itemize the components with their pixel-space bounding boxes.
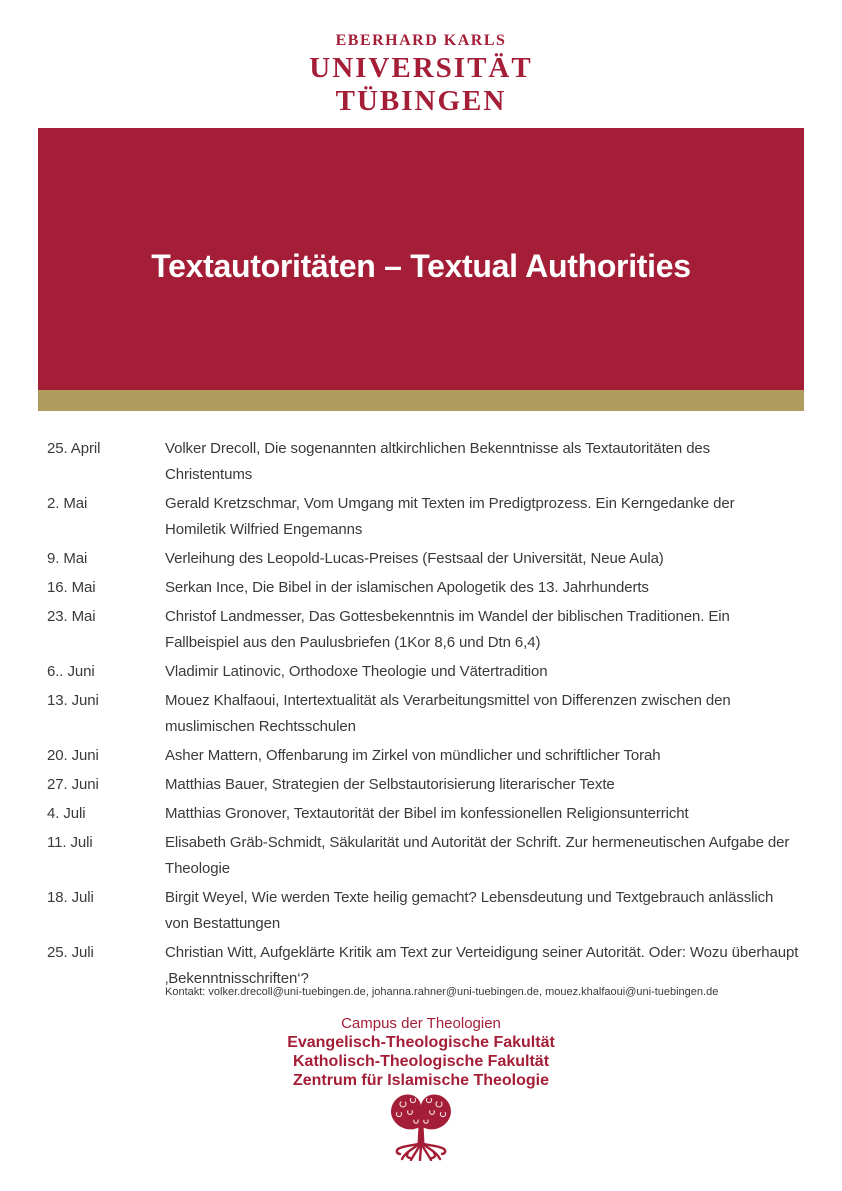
schedule-row — [47, 604, 799, 656]
footer-faculty-item: Evangelisch-Theologische Fakultät — [287, 1034, 555, 1051]
schedule-date: 16. Mai — [47, 579, 96, 596]
schedule-row — [47, 546, 799, 572]
contact-line: Kontakt: volker.drecoll@uni-tuebingen.de, johanna.rahner@uni-tuebingen.de, mouez.khalfaoui@uni-tuebingen.de — [165, 986, 719, 998]
schedule-date: 25. April — [47, 440, 101, 457]
gold-stripe — [38, 390, 804, 411]
schedule-row — [47, 659, 799, 685]
schedule-lecture-title: Christian Witt, Aufgeklärte Kritik am Text zur Verteidigung seiner Autorität. Oder: Wozu überhaupt ‚Bekenntnisschriften‘? — [165, 944, 799, 987]
footer-faculty-list — [0, 1033, 842, 1090]
schedule-lecture-title: Gerald Kretzschmar, Vom Umgang mit Texten im Predigtprozess. Ein Kerngedanke der Homiletik Wilfried Engemanns — [165, 495, 735, 538]
schedule-lecture-title: Matthias Bauer, Strategien der Selbstautorisierung literarischer Texte — [165, 776, 615, 793]
schedule-lecture-title: Verleihung des Leopold-Lucas-Preises (Festsaal der Universität, Neue Aula) — [165, 550, 664, 567]
title-banner — [38, 128, 804, 390]
schedule-lecture-title: Asher Mattern, Offenbarung im Zirkel von mündlicher und schriftlicher Torah — [165, 747, 661, 764]
schedule-date: 13. Juni — [47, 692, 99, 709]
schedule-date: 6.. Juni — [47, 663, 95, 680]
footer-faculty-item: Zentrum für Islamische Theologie — [292, 1072, 550, 1089]
schedule-row — [47, 688, 799, 740]
schedule-row — [47, 436, 799, 488]
footer-faculties — [0, 1014, 842, 1090]
schedule-date: 11. Juli — [47, 834, 93, 851]
schedule-row — [47, 772, 799, 798]
schedule-lecture-title: Birgit Weyel, Wie werden Texte heilig gemacht? Lebensdeutung und Textgebrauch anlässlich von Bestattungen — [165, 889, 774, 932]
schedule-lecture-title: Mouez Khalfaoui, Intertextualität als Verarbeitungsmittel von Differenzen zwischen den muslimischen Rechtsschulen — [165, 692, 731, 735]
schedule-date: 23. Mai — [47, 608, 96, 625]
contact-section — [47, 980, 799, 998]
schedule-date: 20. Juni — [47, 747, 99, 764]
schedule-row — [47, 830, 799, 882]
schedule-row — [47, 491, 799, 543]
schedule-lecture-title: Christof Landmesser, Das Gottesbekenntnis im Wandel der biblischen Traditionen. Ein Fallbeispiel aus den Paulusbriefen (1Kor 8,6 und Dtn 6,4) — [165, 608, 730, 651]
schedule-row — [47, 801, 799, 827]
logo-pretitle: EBERHARD KARLS — [335, 32, 507, 49]
schedule-date: 18. Juli — [47, 889, 94, 906]
schedule-date: 9. Mai — [47, 550, 88, 567]
tree-of-life-icon — [386, 1091, 456, 1161]
logo-line-tuebingen: TÜBINGEN — [335, 85, 507, 117]
schedule-date: 4. Juli — [47, 805, 86, 822]
schedule-row — [47, 575, 799, 601]
schedule-list — [47, 436, 799, 995]
schedule-date: 2. Mai — [47, 495, 88, 512]
university-logo — [0, 30, 842, 118]
page-title: Textautoritäten – Textual Authorities — [151, 247, 691, 284]
footer-faculty-item: Katholisch-Theologische Fakultät — [292, 1053, 550, 1070]
schedule-lecture-title: Serkan Ince, Die Bibel in der islamischen Apologetik des 13. Jahrhunderts — [165, 579, 649, 596]
schedule-lecture-title: Elisabeth Gräb-Schmidt, Säkularität und Autorität der Schrift. Zur hermeneutischen Aufgabe der Theologie — [165, 834, 790, 877]
schedule-lecture-title: Volker Drecoll, Die sogenannten altkirchlichen Bekenntnisse als Textautoritäten des Christentums — [165, 440, 711, 483]
schedule-lecture-title: Vladimir Latinovic, Orthodoxe Theologie und Vätertradition — [165, 663, 548, 680]
footer-campus-label: Campus der Theologien — [341, 1015, 501, 1032]
schedule-lecture-title: Matthias Gronover, Textautorität der Bibel im konfessionellen Religionsunterricht — [165, 805, 689, 822]
schedule-row — [47, 885, 799, 937]
schedule-date: 27. Juni — [47, 776, 99, 793]
schedule-row — [47, 743, 799, 769]
schedule-date: 25. Juli — [47, 944, 94, 961]
logo-line-universitaet: UNIVERSITÄT — [309, 52, 533, 84]
